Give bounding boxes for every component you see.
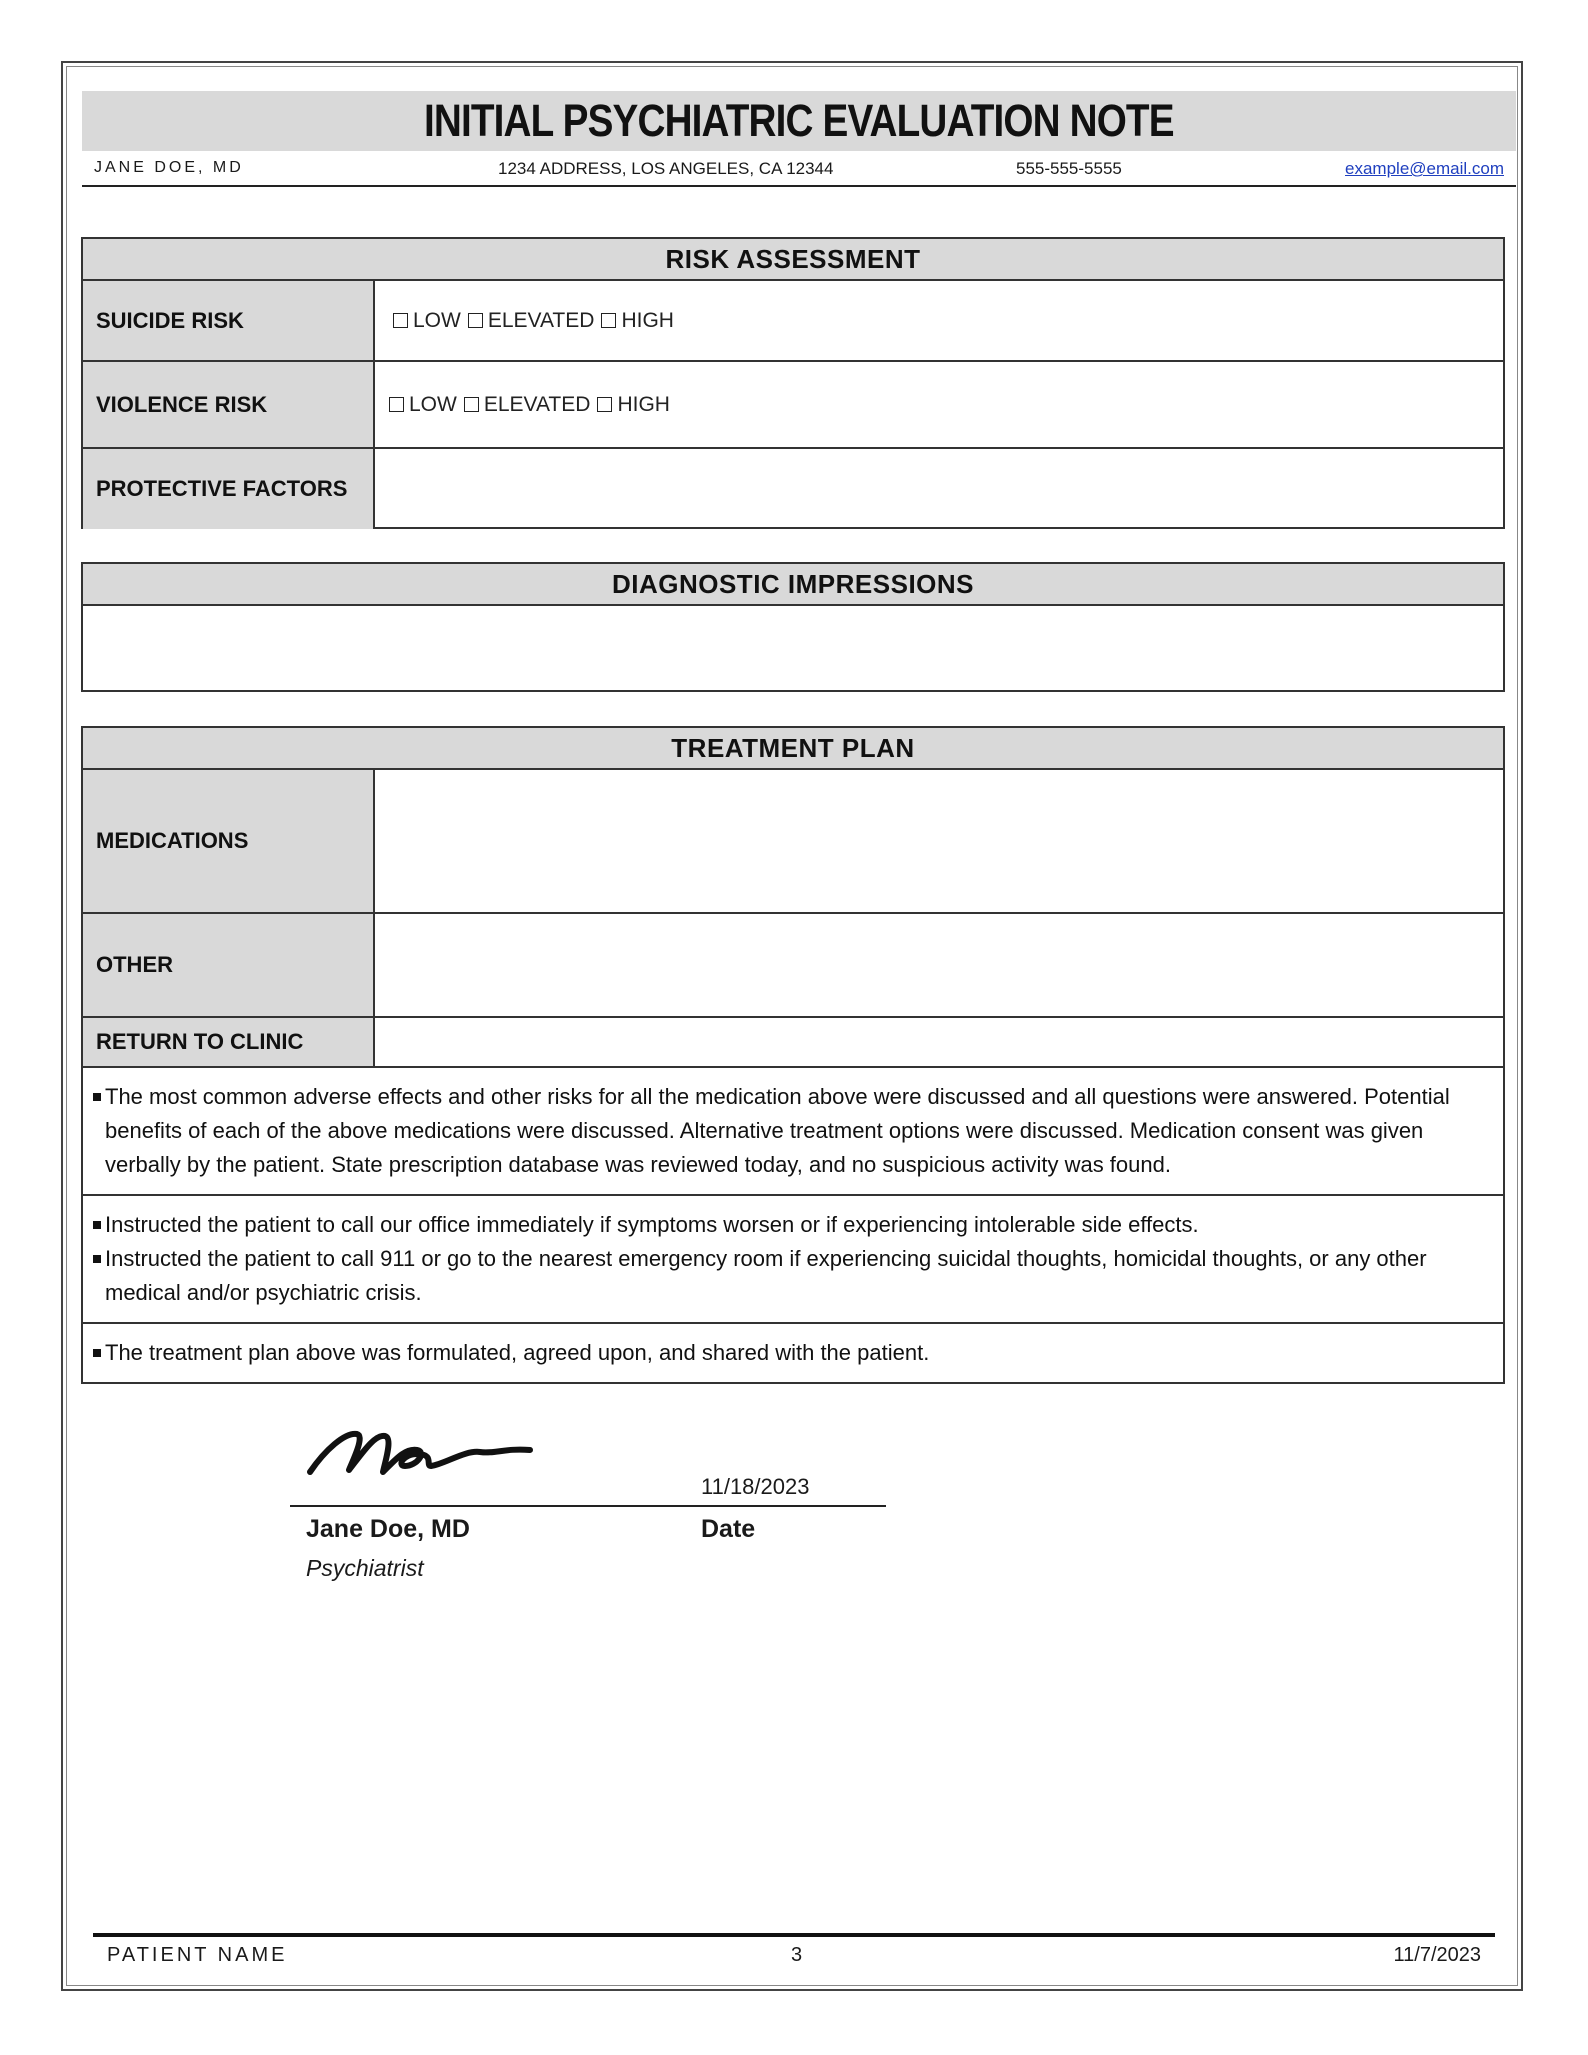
violence-risk-low-option[interactable]: LOW xyxy=(389,393,457,417)
agreement-note xyxy=(83,1322,1503,1382)
signature-block xyxy=(290,1420,890,1600)
medications-field[interactable] xyxy=(375,770,1503,912)
footer-date: 11/7/2023 xyxy=(1393,1944,1481,1966)
other-field[interactable] xyxy=(375,914,1503,1016)
list-item: The treatment plan above was formulated, agreed upon, and shared with the patient. xyxy=(93,1336,1489,1370)
checkbox-icon xyxy=(389,397,404,412)
provider-address: 1234 ADDRESS, LOS ANGELES, CA 12344 xyxy=(498,159,834,178)
checkbox-icon xyxy=(464,397,479,412)
violence-risk-options xyxy=(375,362,1503,447)
provider-phone: 555-555-5555 xyxy=(1016,159,1122,178)
signature-line xyxy=(290,1505,886,1507)
risk-assessment-section xyxy=(81,237,1505,529)
risk-assessment-heading: RISK ASSESSMENT xyxy=(83,239,1503,281)
checkbox-icon xyxy=(393,313,408,328)
violence-risk-label: VIOLENCE RISK xyxy=(83,362,375,447)
footer-patient-name: PATIENT NAME xyxy=(107,1944,288,1966)
signer-name: Jane Doe, MD xyxy=(306,1515,470,1543)
medications-row xyxy=(83,770,1503,914)
treatment-plan-section xyxy=(81,726,1505,1384)
checkbox-icon xyxy=(468,313,483,328)
protective-factors-row xyxy=(83,449,1503,529)
provider-name: JANE DOE, MD xyxy=(94,159,244,176)
violence-risk-high-option[interactable]: HIGH xyxy=(597,393,670,417)
medications-label: MEDICATIONS xyxy=(83,770,375,912)
footer-divider xyxy=(93,1933,1495,1937)
return-to-clinic-field[interactable] xyxy=(375,1018,1503,1066)
handwritten-signature-icon xyxy=(305,1420,535,1490)
checkbox-icon xyxy=(601,313,616,328)
suicide-risk-label: SUICIDE RISK xyxy=(83,281,375,360)
protective-factors-field[interactable] xyxy=(375,449,1503,529)
bullet-icon xyxy=(93,1255,101,1263)
protective-factors-label: PROTECTIVE FACTORS xyxy=(83,449,375,529)
checkbox-icon xyxy=(597,397,612,412)
instructions-note xyxy=(83,1194,1503,1322)
bullet-icon xyxy=(93,1349,101,1357)
suicide-risk-row xyxy=(83,281,1503,362)
diagnostic-impressions-heading: DIAGNOSTIC IMPRESSIONS xyxy=(83,564,1503,606)
bullet-icon xyxy=(93,1093,101,1101)
list-item: Instructed the patient to call our office immediately if symptoms worsen or if experiencing intolerable side effects. xyxy=(93,1208,1489,1242)
suicide-risk-high-option[interactable]: HIGH xyxy=(601,309,674,333)
return-to-clinic-row xyxy=(83,1018,1503,1066)
consent-note xyxy=(83,1066,1503,1194)
diagnostic-impressions-field[interactable] xyxy=(83,606,1503,690)
list-item: The most common adverse effects and other risks for all the medication above were discussed and all questions were answered. Potential benefits of each of the above medications were discussed. Alternative treatment options were discussed. Medication consent was given verbally by the patient. State prescription database was reviewed today, and no suspicious activity was found. xyxy=(93,1080,1489,1182)
treatment-plan-heading: TREATMENT PLAN xyxy=(83,728,1503,770)
violence-risk-elevated-option[interactable]: ELEVATED xyxy=(464,393,591,417)
suicide-risk-elevated-option[interactable]: ELEVATED xyxy=(468,309,595,333)
signature-date-value: 11/18/2023 xyxy=(701,1474,810,1499)
contact-line xyxy=(82,151,1516,187)
signer-role: Psychiatrist xyxy=(306,1555,424,1581)
document-title: INITIAL PSYCHIATRIC EVALUATION NOTE xyxy=(424,95,1174,146)
title-bar xyxy=(82,91,1516,151)
other-row xyxy=(83,914,1503,1018)
footer-page-number: 3 xyxy=(791,1944,803,1966)
suicide-risk-low-option[interactable]: LOW xyxy=(393,309,461,333)
bullet-icon xyxy=(93,1221,101,1229)
return-to-clinic-label: RETURN TO CLINIC xyxy=(83,1018,375,1066)
suicide-risk-options xyxy=(375,281,1503,360)
diagnostic-impressions-section xyxy=(81,562,1505,692)
list-item: Instructed the patient to call 911 or go to the nearest emergency room if experiencing suicidal thoughts, homicidal thoughts, or any other medical and/or psychiatric crisis. xyxy=(93,1242,1489,1310)
provider-email-link[interactable]: example@email.com xyxy=(1345,159,1504,178)
date-label: Date xyxy=(701,1515,756,1543)
violence-risk-row xyxy=(83,362,1503,449)
other-label: OTHER xyxy=(83,914,375,1016)
